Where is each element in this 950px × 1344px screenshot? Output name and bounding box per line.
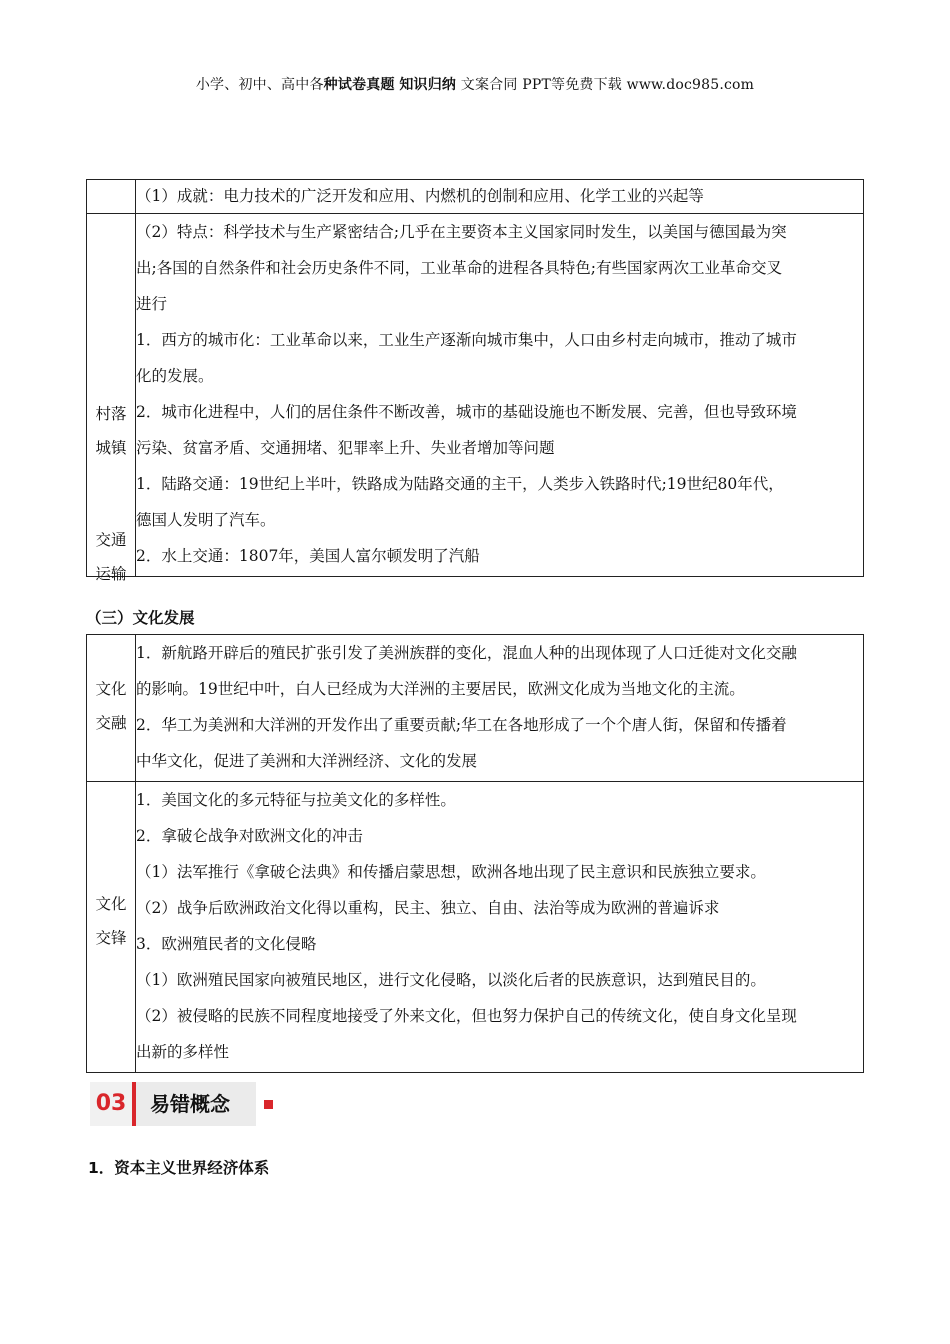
label-transport-1: 交通 bbox=[95, 531, 127, 549]
text-line: （1）欧洲殖民国家向被殖民地区，进行文化侵略，以淡化后者的民族意识，达到殖民目的。 bbox=[136, 971, 766, 989]
text-line: 1．陆路交通：19世纪上半叶，铁路成为陆路交通的主干，人类步入铁路时代;19世纪80年代， bbox=[136, 475, 784, 493]
label-fusion-2: 交融 bbox=[95, 714, 127, 732]
label-transport-2: 运输 bbox=[95, 565, 127, 583]
text-line: 2．拿破仑战争对欧洲文化的冲击 bbox=[136, 827, 363, 845]
text-line: 2．城市化进程中，人们的居住条件不断改善，城市的基础设施也不断发展、完善，但也导致环境 bbox=[136, 403, 797, 421]
text-line: 1．新航路开辟后的殖民扩张引发了美洲族群的变化，混血人种的出现体现了人口迁徙对文化交融 bbox=[136, 644, 797, 662]
label-clash-2: 交锋 bbox=[95, 929, 127, 947]
row-achievement: （1）成就：电力技术的广泛开发和应用、内燃机的创制和应用、化学工业的兴起等 bbox=[136, 187, 704, 205]
badge-number: 03 bbox=[90, 1082, 132, 1126]
text-line: 2．水上交通：1807年，美国人富尔顿发明了汽船 bbox=[136, 547, 480, 565]
text-line: 中华文化，促进了美洲和大洋洲经济、文化的发展 bbox=[136, 752, 478, 770]
industrial-table bbox=[86, 179, 864, 583]
text-line: 1．西方的城市化：工业革命以来，工业生产逐渐向城市集中，人口由乡村走向城市，推动了城市 bbox=[136, 331, 797, 349]
text-line: 污染、贫富矛盾、交通拥堵、犯罪率上升、失业者增加等问题 bbox=[136, 439, 555, 457]
text-line: 化的发展。 bbox=[136, 367, 214, 385]
text-line: （1）法军推行《拿破仑法典》和传播启蒙思想，欧洲各地出现了民主意识和民族独立要求。 bbox=[136, 863, 766, 881]
bottom-heading: 1．资本主义世界经济体系 bbox=[88, 1159, 270, 1177]
text-line: （2）被侵略的民族不同程度地接受了外来文化，但也努力保护自己的传统文化，使自身文化呈现 bbox=[136, 1007, 797, 1025]
text-line: 3．欧洲殖民者的文化侵略 bbox=[136, 935, 317, 953]
page-header: 小学、初中、高中各种试卷真题 知识归纳 文案合同 PPT等免费下载 www.doc985.com bbox=[195, 77, 755, 93]
section-badge bbox=[90, 1082, 280, 1126]
text-line: （2）特点：科学技术与生产紧密结合;几乎在主要资本主义国家同时发生，以美国与德国最为突 bbox=[136, 223, 787, 241]
village-transport-label-cell bbox=[87, 214, 136, 583]
text-line: 德国人发明了汽车。 bbox=[136, 511, 276, 529]
label-village-1: 村落 bbox=[95, 405, 127, 423]
section-title: （三）文化发展 bbox=[86, 609, 195, 627]
label-fusion-1: 文化 bbox=[95, 680, 127, 698]
culture-table bbox=[86, 634, 864, 1073]
text-line: （2）战争后欧洲政治文化得以重构，民主、独立、自由、法治等成为欧洲的普遍诉求 bbox=[136, 899, 720, 917]
label-village-2: 城镇 bbox=[95, 439, 127, 457]
fusion-label-cell bbox=[87, 635, 136, 782]
label-clash-1: 文化 bbox=[95, 895, 127, 913]
text-line: 进行 bbox=[136, 295, 168, 313]
badge-title: 易错概念 bbox=[136, 1082, 256, 1126]
text-line: 1．美国文化的多元特征与拉美文化的多样性。 bbox=[136, 791, 456, 809]
text-line: 2．华工为美洲和大洋洲的开发作出了重要贡献;华工在各地形成了一个个唐人街，保留和传播着 bbox=[136, 716, 787, 734]
clash-label-cell bbox=[87, 782, 136, 1073]
square-icon bbox=[264, 1100, 273, 1109]
text-line: 出新的多样性 bbox=[136, 1043, 230, 1061]
text-line: 出;各国的自然条件和社会历史条件不同，工业革命的进程各具特色;有些国家两次工业革命交叉 bbox=[136, 259, 782, 277]
text-line: 的影响。19世纪中叶，白人已经成为大洋洲的主要居民，欧洲文化成为当地文化的主流。 bbox=[136, 680, 745, 698]
